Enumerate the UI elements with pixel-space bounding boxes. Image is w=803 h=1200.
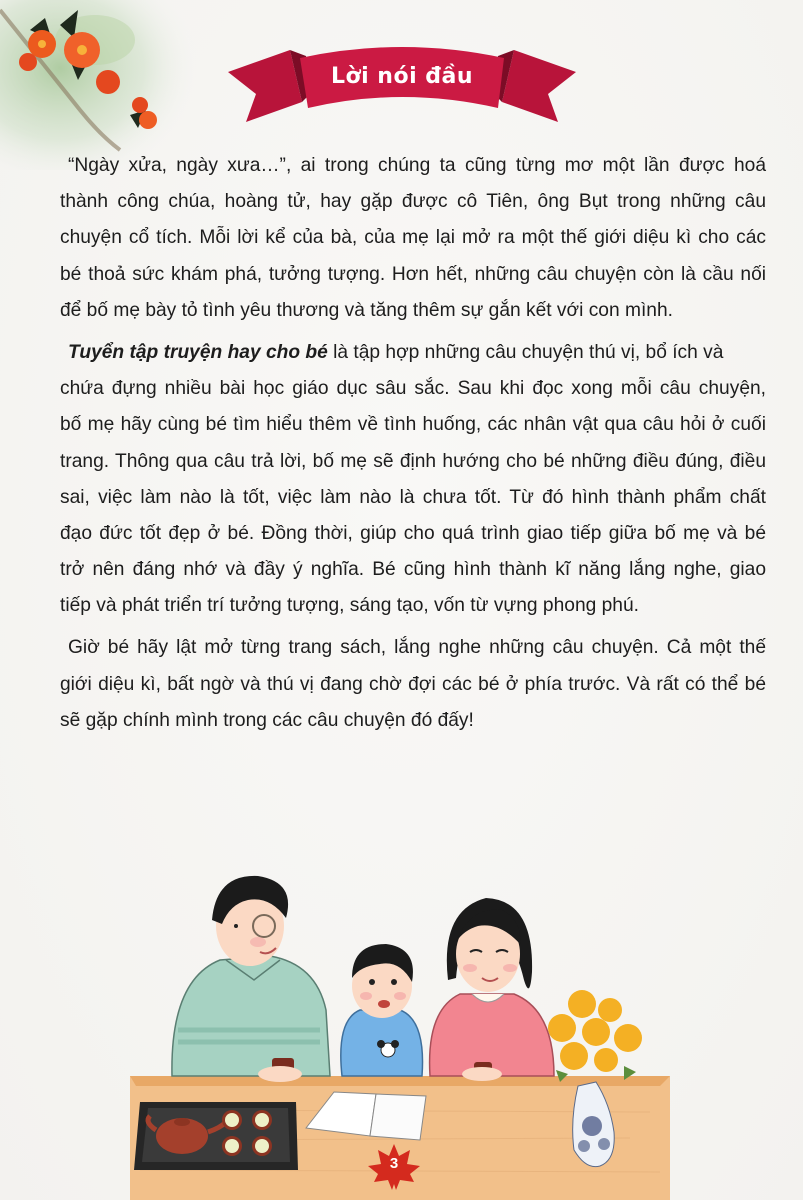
text-line: thành công chúa, hoàng tử, hay gặp được cô Tiên, ông Bụt trong những câu: [60, 191, 766, 213]
text-line: sai, việc làm nào là tốt, việc làm nào là chưa tốt. Từ đó hình thành phẩm chất: [60, 486, 766, 508]
text-line: trang. Thông qua câu trả lời, bố mẹ sẽ định hướng cho bé những điều đúng, điều: [60, 450, 766, 472]
text-line: trở nên đáng nhớ và đầy ý nghĩa. Bé cũng hình thành kĩ năng lắng nghe, giao: [60, 559, 766, 581]
text-line: chuyện cổ tích. Mỗi lời kể của bà, của mẹ lại mở ra một thế giới diệu kì cho các: [60, 227, 766, 249]
page-number-badge: [364, 1142, 424, 1192]
text-line: tiếp và phát triển trí tưởng tượng, sáng tạo, vốn từ vựng phong phú.: [60, 595, 639, 617]
title-ribbon: [228, 42, 576, 126]
preface-text: [60, 148, 766, 739]
mother-figure: [430, 898, 554, 1081]
text-fragment: là tập hợp những câu chuyện thú vị, bổ ích và: [327, 341, 724, 363]
child-figure: [341, 944, 423, 1076]
text-line: bé thoả sức khám phá, tưởng tượng. Hơn hết, những câu chuyện còn là cầu nối: [60, 263, 766, 285]
text-line: chứa đựng nhiều bài học giáo dục sâu sắc. Sau khi đọc xong mỗi câu chuyện,: [60, 378, 766, 400]
book-title: Tuyển tập truyện hay cho bé: [68, 341, 328, 363]
page-number: 3: [389, 1155, 399, 1172]
text-line: giới diệu kì, bất ngờ và thú vị đang chờ đợi các bé ở phía trước. Và rất có thể bé: [60, 673, 766, 695]
father-figure: [172, 876, 330, 1082]
text-line: bố mẹ hãy cùng bé tìm hiểu thêm về tình huống, các nhân vật qua câu hỏi ở cuối: [60, 414, 766, 436]
text-line: Giờ bé hãy lật mở từng trang sách, lắng nghe những câu chuyện. Cả một thế: [68, 637, 766, 659]
text-line: sẽ gặp chính mình trong các câu chuyện đó đấy!: [60, 709, 474, 731]
tea-tray: [134, 1102, 298, 1170]
text-line: “Ngày xửa, ngày xưa…”, ai trong chúng ta cũng từng mơ một lần được hoá: [68, 155, 766, 176]
text-line: đạo đức tốt đẹp ở bé. Đồng thời, giúp cho quá trình giao tiếp giữa bố mẹ và bé: [60, 522, 766, 544]
text-line: [60, 335, 766, 371]
text-line: để bố mẹ bày tỏ tình yêu thương và tăng thêm sự gắn kết với con mình.: [60, 299, 673, 321]
page-title: Lời nói đầu: [330, 64, 474, 89]
flower-branch-icon: [0, 0, 200, 170]
